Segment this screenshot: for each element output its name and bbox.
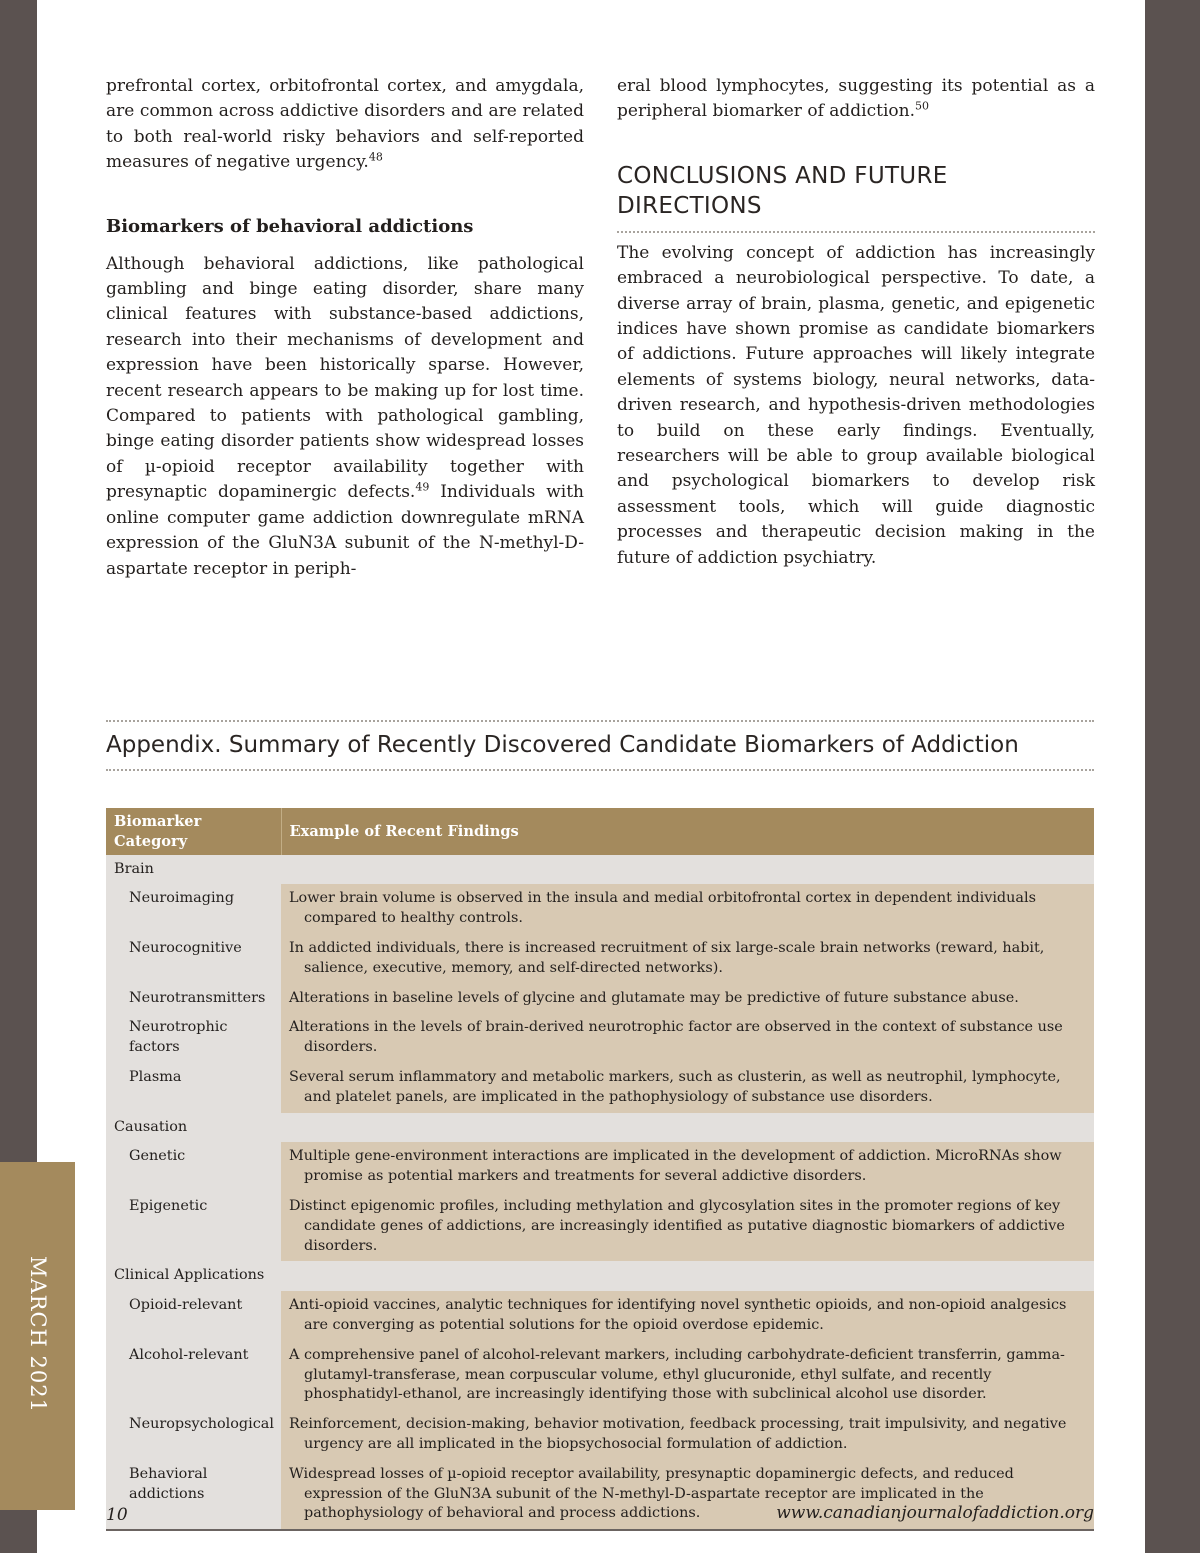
section-heading: CONCLUSIONS AND FUTURE DIRECTIONS — [617, 161, 1095, 233]
finding-text: Multiple gene-environment interactions are implicated in the development of addiction. MicroRNAs show promise as potential markers and treatments for several addictive disorders. — [289, 1148, 1062, 1185]
category-cell — [106, 1341, 281, 1410]
table-row — [106, 1341, 1094, 1410]
table-group-row — [106, 1261, 1094, 1291]
category-cell — [106, 984, 281, 1014]
category-cell — [106, 1192, 281, 1261]
journal-website: www.canadianjournalofaddiction.org — [776, 1503, 1094, 1523]
category-cell — [106, 1410, 281, 1460]
category-label: Neurotrophic factors — [129, 1019, 228, 1056]
category-cell — [106, 1013, 281, 1063]
finding-cell — [281, 1142, 1094, 1192]
table-row — [106, 1063, 1094, 1113]
appendix-header — [106, 720, 1094, 771]
category-cell — [106, 1063, 281, 1113]
finding-cell — [281, 1291, 1094, 1341]
finding-text: Lower brain volume is observed in the insula and medial orbitofrontal cortex in dependent individuals compared to healthy controls. — [289, 890, 1036, 927]
group-label: Brain — [106, 855, 1094, 885]
finding-cell — [281, 984, 1094, 1014]
category-label: Genetic — [129, 1148, 186, 1165]
table-group-row — [106, 855, 1094, 885]
header-category: Biomarker Category — [106, 808, 281, 855]
table-row — [106, 1291, 1094, 1341]
table-row — [106, 984, 1094, 1014]
group-label: Causation — [106, 1113, 1094, 1143]
table-row — [106, 934, 1094, 984]
finding-cell — [281, 884, 1094, 934]
left-column — [106, 74, 584, 582]
reference-superscript: 48 — [368, 150, 383, 164]
category-label: Neurocognitive — [129, 939, 242, 956]
reference-superscript: 49 — [415, 480, 430, 494]
category-label: Behavioral addictions — [129, 1465, 208, 1502]
category-label: Alcohol-relevant — [129, 1346, 249, 1363]
finding-text: Reinforcement, decision-making, behavior motivation, feedback processing, trait impulsivity, and negative urgency are all implicated in the biopsychosocial formulation of addiction. — [289, 1416, 1067, 1452]
category-cell — [106, 934, 281, 984]
finding-cell — [281, 1192, 1094, 1261]
left-paragraph-2: Although behavioral addictions, like pathological gambling and binge eating disorder, share many clinical features with substance-based addictions, research into their mechanisms of development and expression have been historically sparse. However, recent research appears to be making up for lost time. Compared to patients with pathological gambling, binge eating disorder patients show widespread losses of µ-opioid receptor availability together with presynaptic dopaminergic defects.$^{49}$ Individuals with online computer game addiction downregulate mRNA expression of the GluN3A subunit of the N-methyl-D-aspartate receptor in periph- — [106, 253, 585, 579]
page-number: 10 — [106, 1505, 128, 1525]
finding-cell — [281, 1013, 1094, 1063]
group-label: Clinical Applications — [106, 1261, 1094, 1291]
reference-superscript: 50 — [914, 99, 929, 113]
finding-cell — [281, 1063, 1094, 1113]
category-cell — [106, 1460, 281, 1530]
finding-cell — [281, 1341, 1094, 1410]
table-row — [106, 1142, 1094, 1192]
category-label: Epigenetic — [129, 1197, 208, 1214]
table-body — [106, 855, 1094, 1531]
left-paragraph-1: prefrontal cortex, orbitofrontal cortex, and amygdala, are common across addictive disorders and are related to both real-world risky behaviors and self-reported measures of negative urgency.$^{48}$ — [106, 76, 584, 173]
biomarker-table — [106, 808, 1094, 1531]
category-label: Neuroimaging — [129, 890, 235, 907]
right-paragraph-2: The evolving concept of addiction has increasingly embraced a neurobiological perspective. To date, a diverse array of brain, plasma, genetic, and epigenetic indices have shown promise as candidate biomarkers of addictions. Future approaches will likely integrate elements of systems biology, neural networks, data-driven research, and hypothesis-driven methodologies to build on these early findings. Eventually, researchers will be able to group available biological and psychological biomarkers to develop risk assessment tools, which will guide diagnostic processes and therapeutic decision making in the future of addiction psychiatry. — [617, 242, 1095, 568]
category-cell — [106, 1291, 281, 1341]
right-column — [617, 74, 1095, 571]
finding-text: Several serum inflammatory and metabolic markers, such as clusterin, as well as neutrophil, lymphocyte, and platelet panels, are implicated in the pathophysiology of substance use disorders. — [289, 1068, 1061, 1105]
finding-text: Distinct epigenomic profiles, including methylation and glycosylation sites in the promoter regions of key candidate genes of addictions, are increasingly identified as putative diagnostic biomarkers of addictive disorders. — [289, 1197, 1065, 1254]
table-row — [106, 1013, 1094, 1063]
table-row — [106, 1410, 1094, 1460]
category-label: Neuropsychological — [129, 1416, 274, 1433]
table-row — [106, 1192, 1094, 1261]
category-label: Neurotransmitters — [129, 989, 266, 1006]
category-cell — [106, 1142, 281, 1192]
appendix-title: Appendix. Summary of Recently Discovered Candidate Biomarkers of Addiction — [106, 720, 1094, 771]
finding-text: Widespread losses of µ-opioid receptor availability, presynaptic dopaminergic defects, and reduced expression of the GluN3A subunit of the N-methyl-D-aspartate receptor are implicated in the pathophysiology of behavioral and process addictions. — [289, 1465, 1014, 1522]
subsection-heading: Biomarkers of behavioral addictions — [106, 215, 474, 237]
header-findings: Example of Recent Findings — [281, 808, 1094, 855]
category-label: Plasma — [129, 1068, 182, 1085]
finding-text: A comprehensive panel of alcohol-relevant markers, including carbohydrate-deficient transferrin, gamma-glutamyl-transferase, mean corpuscular volume, ethyl glucuronide, ethyl sulfate, and recently phosphatidyl-ethanol, are increasingly identifying those with subclinical alcohol use disorder. — [289, 1346, 1065, 1403]
finding-cell — [281, 1410, 1094, 1460]
table-row — [106, 884, 1094, 934]
issue-date-label: MARCH 2021 — [26, 1255, 50, 1413]
finding-text: Anti-opioid vaccines, analytic techniques for identifying novel synthetic opioids, and non-opioid analgesics are converging as potential solutions for the opioid overdose epidemic. — [289, 1297, 1067, 1333]
finding-cell — [281, 934, 1094, 984]
category-cell — [106, 884, 281, 934]
table-group-row — [106, 1113, 1094, 1143]
table-header-row — [106, 808, 1094, 855]
right-paragraph-1: eral blood lymphocytes, suggesting its potential as a peripheral biomarker of addiction.$^{50}$ — [617, 76, 1095, 122]
finding-text: In addicted individuals, there is increased recruitment of six large-scale brain networks (reward, habit, salience, executive, memory, and self-directed networks). — [289, 939, 1045, 976]
category-label: Opioid-relevant — [129, 1297, 243, 1314]
finding-text: Alterations in baseline levels of glycine and glutamate may be predictive of future substance abuse. — [289, 989, 1019, 1006]
finding-text: Alterations in the levels of brain-derived neurotrophic factor are observed in the context of substance use disorders. — [289, 1019, 1063, 1056]
